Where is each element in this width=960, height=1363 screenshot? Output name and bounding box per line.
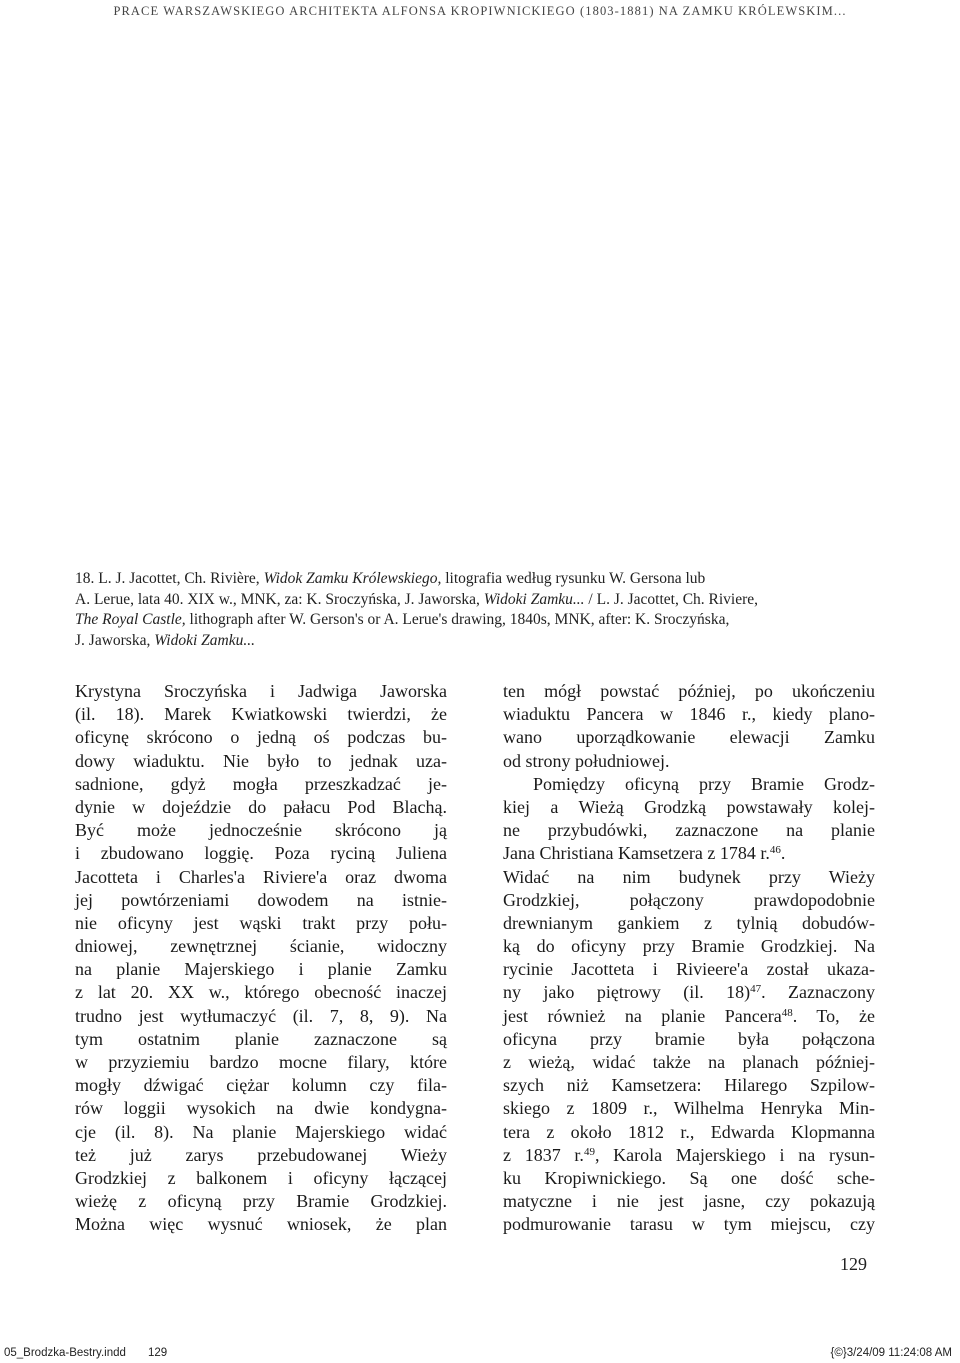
text-line: cje (il. 8). Na planie Majerskiego widać <box>75 1121 447 1142</box>
text-line: wieżę z oficyną przy Bramie Grodzkiej. <box>75 1191 447 1212</box>
text-line <box>503 703 875 726</box>
slug-timestamp: {©}3/24/09 11:24:08 AM <box>830 1347 952 1359</box>
text-line <box>503 1144 875 1167</box>
text-segment: ny jako piętrowy (il. 18) <box>503 982 751 1003</box>
text-line: z lat 20. XX w., którego obecność inaczej <box>75 982 447 1003</box>
text-segment: Pomiędzy oficyną przy Bramie Grodz- <box>533 773 875 794</box>
text-line: nie oficyny jest wąski trakt przy połu- <box>75 912 447 933</box>
text-line: tym ostatnim planie zaznaczone są <box>75 1028 447 1049</box>
text-line: mogły dźwigać ciężar kolumn czy fila- <box>75 1075 447 1096</box>
caption-title-italic: Widoki Zamku... <box>483 590 585 608</box>
footnote-ref: 48 <box>781 1006 793 1019</box>
text-segment: rycinie Jacotteta i Rivieere'a został ukaza- <box>503 959 875 980</box>
text-line <box>503 1051 875 1074</box>
print-slug <box>0 1345 960 1363</box>
text-segment: tera z około 1812 r., Edwarda Klopmanna <box>503 1121 875 1142</box>
page-number: 129 <box>840 1254 867 1274</box>
text-line: dowy wiaduktu. Nie było to jednak uza- <box>75 750 447 771</box>
text-segment: skiego z 1809 r., Wilhelma Henryka Min- <box>503 1098 875 1119</box>
text-line <box>503 1028 875 1051</box>
text-line <box>503 1074 875 1097</box>
text-line <box>503 935 875 958</box>
text-segment: ten mógł powstać później, po ukończeniu <box>503 681 875 701</box>
text-segment: , Karola Majerskiego i na rysun- <box>594 1144 875 1165</box>
right-text-column <box>503 680 875 1237</box>
text-line <box>503 842 875 865</box>
text-line: Można więc wysnuć wniosek, że plan <box>75 1214 447 1235</box>
text-segment: ką do oficyny przy Bramie Grodzkiej. Na <box>503 936 875 957</box>
caption-text: A. Lerue, lata 40. XIX w., MNK, za: K. Sroczyńska, J. Jaworska, <box>75 590 484 608</box>
text-line <box>503 1121 875 1144</box>
text-line <box>503 726 875 749</box>
figure-caption <box>75 569 875 651</box>
text-segment: jest również na planie Pancera <box>503 1005 782 1026</box>
text-line: oficynę skrócono o jedną oś podczas bu- <box>75 727 447 748</box>
text-line <box>503 866 875 889</box>
text-line <box>503 680 875 703</box>
text-line <box>503 1005 875 1028</box>
text-segment: z 1837 r. <box>503 1144 584 1165</box>
text-segment: wiaduktu Pancera w 1846 r., kiedy plano- <box>503 704 875 725</box>
text-line <box>503 889 875 912</box>
footnote-ref: 46 <box>769 844 781 857</box>
text-line: sadnione, gdyż mogła przeszkadzać je- <box>75 773 447 794</box>
text-line: rów loggii wysokich na dwie kondygna- <box>75 1098 447 1119</box>
footnote-ref: 49 <box>583 1145 595 1158</box>
text-line <box>503 958 875 981</box>
text-line: Krystyna Sroczyńska i Jadwiga Jaworska <box>75 681 447 701</box>
text-line: dynie w dojeździe do pałacu Pod Blachą. <box>75 796 447 817</box>
text-line <box>503 1167 875 1190</box>
text-line <box>503 1213 875 1236</box>
text-line: na planie Majerskiego i planie Zamku <box>75 959 447 980</box>
footnote-ref: 47 <box>750 983 762 996</box>
text-line: trudno jest wytłumaczyć (il. 7, 8, 9). Na <box>75 1005 447 1026</box>
text-segment: Grodzkiej, połączony prawdopodobnie <box>503 889 875 910</box>
text-segment: z wieżą, widać także na planach później- <box>503 1052 875 1072</box>
text-line: Jacotteta i Charles'a Riviere'a oraz dwoma <box>75 866 447 887</box>
text-segment: oficyna przy bramie była połączona <box>503 1028 875 1049</box>
text-segment: od strony południowej. <box>503 750 670 771</box>
text-segment: wano uporządkowanie elewacji Zamku <box>503 727 875 748</box>
text-segment: matyczne i nie jest jasne, czy pokazują <box>503 1191 875 1212</box>
running-header: PRACE WARSZAWSKIEGO ARCHITEKTA ALFONSA KROPIWNICKIEGO (1803-1881) NA ZAMKU KRÓLEWSKIM... <box>113 4 847 18</box>
text-line <box>503 1190 875 1213</box>
caption-title-italic: The Royal Castle, <box>75 611 186 628</box>
text-segment: szych niż Kamsetzera: Hilarego Szpilow- <box>503 1075 875 1096</box>
text-line: w przyziemiu bardzo mocne filary, które <box>75 1052 447 1072</box>
text-segment: Jana Christiana Kamsetzera z 1784 r. <box>503 843 770 864</box>
caption-title-italic: Widok Zamku Królewskiego, <box>263 570 442 587</box>
caption-line <box>75 631 875 652</box>
text-line: Grodzkiej z balkonem i oficyny łączącej <box>75 1167 447 1188</box>
text-segment: . To, że <box>792 1005 875 1026</box>
text-line: jej powtórzeniami dowodem na istnie- <box>75 889 447 910</box>
text-segment: drewnianym gankiem z tylnią dobudów- <box>503 912 875 933</box>
text-line <box>503 796 875 819</box>
slug-page: 129 <box>148 1347 168 1359</box>
text-segment: Widać na nim budynek przy Wieży <box>503 866 875 887</box>
text-line <box>503 1097 875 1120</box>
text-line <box>503 819 875 842</box>
caption-title-italic: Widoki Zamku... <box>154 631 255 649</box>
caption-text: litografia według rysunku W. Gersona lub <box>441 570 706 587</box>
text-line: dniowej, zewnętrznej ścianie, widoczny <box>75 936 447 957</box>
left-text-column <box>75 680 447 1237</box>
slug-filename: 05_Brodzka-Bestry.indd <box>4 1347 126 1359</box>
text-line: (il. 18). Marek Kwiatkowski twierdzi, że <box>75 704 447 725</box>
caption-line <box>75 590 875 611</box>
text-line: i zbudowano loggię. Poza ryciną Juliena <box>75 843 447 864</box>
caption-text: 18. L. J. Jacottet, Ch. Rivière, <box>75 570 264 587</box>
text-line: Być może jednocześnie skrócono ją <box>75 820 447 841</box>
text-line <box>503 981 875 1004</box>
text-line <box>503 773 875 796</box>
text-segment: . Zaznaczony <box>761 982 875 1003</box>
caption-line <box>75 569 875 590</box>
text-segment: ne przybudówki, zaznaczone na planie <box>503 820 875 841</box>
caption-text: J. Jaworska, <box>75 631 155 649</box>
caption-text: / L. J. Jacottet, Ch. Riviere, <box>584 590 759 608</box>
text-line <box>503 912 875 935</box>
text-segment: . <box>780 843 786 864</box>
text-line: też już zarys przebudowanej Wieży <box>75 1144 447 1165</box>
text-segment: kiej a Wieżą Grodzką powstawały kolej- <box>503 796 875 817</box>
text-segment: podmurowanie tarasu w tym miejscu, czy <box>503 1214 875 1235</box>
caption-line <box>75 610 875 631</box>
text-segment: ku Kropiwnickiego. Są one dość sche- <box>503 1167 875 1188</box>
text-line <box>503 750 875 773</box>
caption-text: lithograph after W. Gerson's or A. Lerue's drawing, 1840s, MNK, after: K. Sroczyńska, <box>185 611 730 628</box>
